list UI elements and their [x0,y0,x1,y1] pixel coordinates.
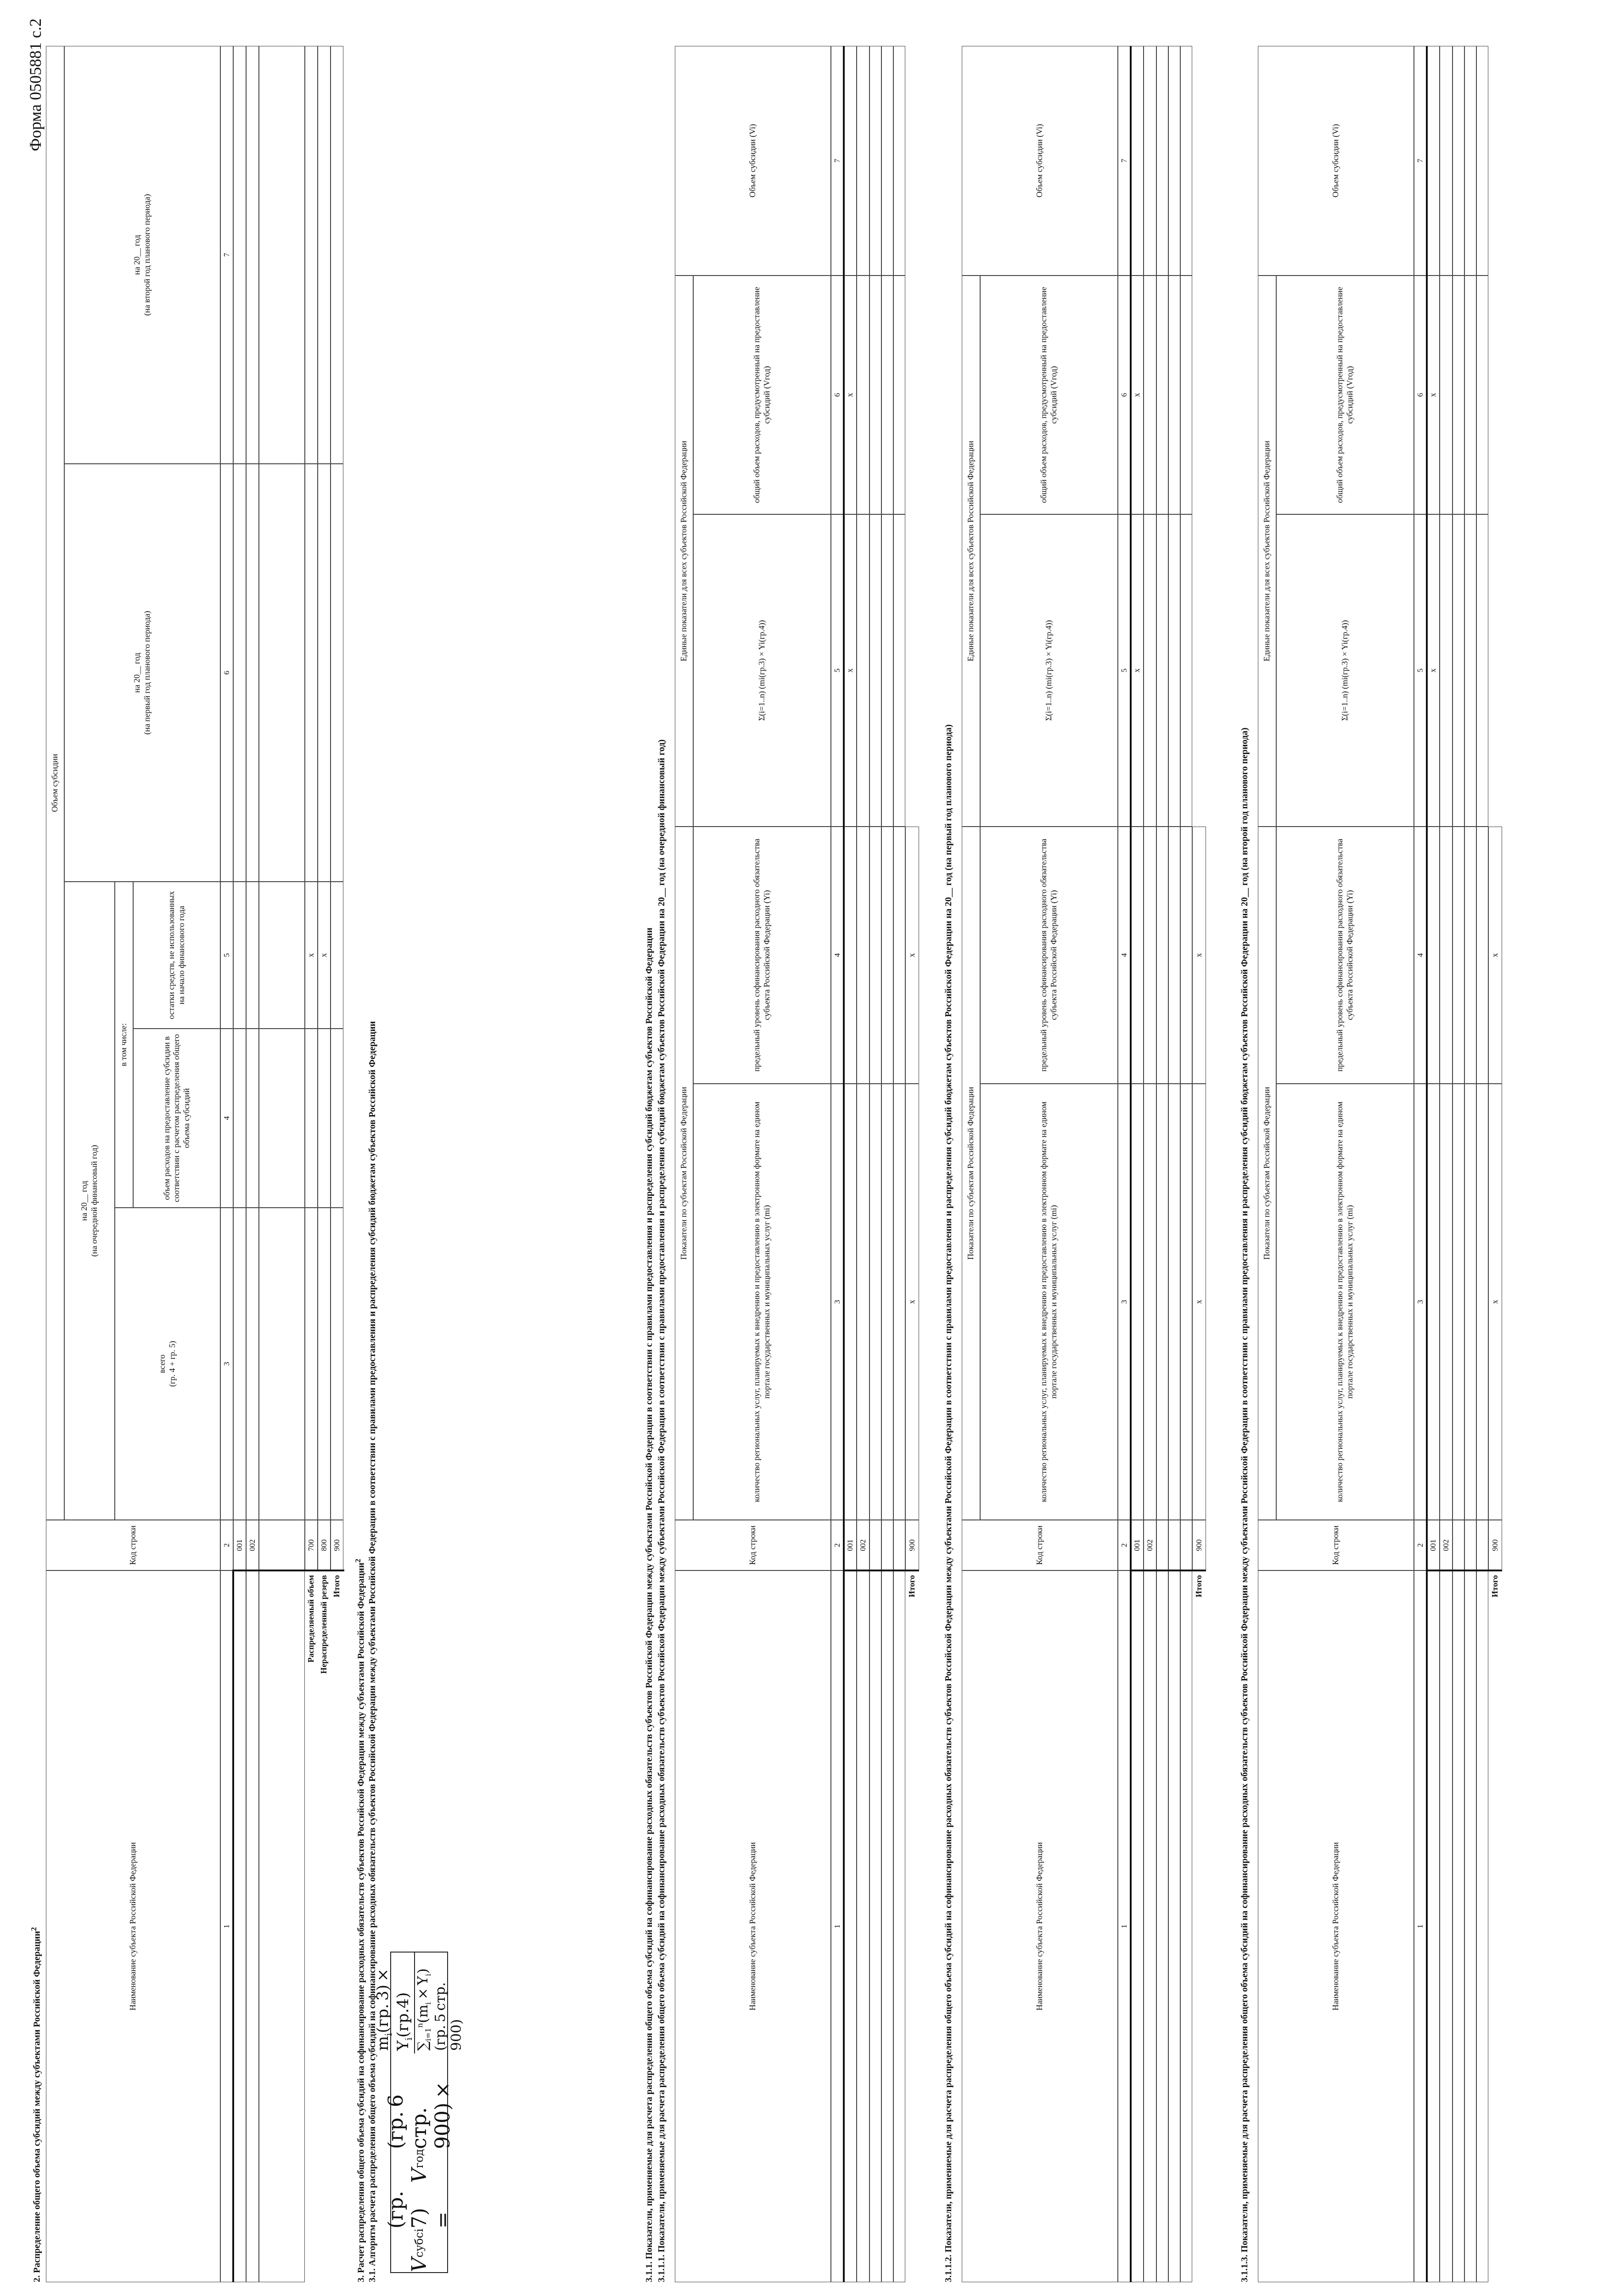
table-cell [1144,276,1156,514]
col-name-header: Наименование субъекта Российской Федерации [46,1570,220,2282]
section31-title: 3.1. Алгоритм расчета распределения общего объема субсидий на софинансирование расходных обязательств субъектов Российской Федерации между субъектами Российской Федерации в соответствии с правилами предоставления и распределения субсидий бюджетам субъектов Российской Федерации [367,1021,377,2282]
total-label: Итого [1490,1575,1500,1598]
table-cell [233,1029,246,1208]
table-cell [1453,276,1464,514]
row-code: 002 [1440,1520,1453,1570]
table-cell [881,1084,893,1520]
table-cell [318,1029,331,1208]
table-cell [246,464,259,882]
table-cell [259,1208,305,1520]
col4-header: предельный уровень софинансирования расходного обязательства субъекта Российской Федерации (Yi) [693,827,831,1084]
table-cell [1427,827,1440,1084]
colnum: 5 [220,882,233,1029]
frame-line [1130,1570,1206,1571]
row-code: 900 [331,1520,343,1570]
table-cell [246,1029,259,1208]
summary-label: Распределяемый объем [306,1575,316,1663]
section311-title: 3.1.1. Показатели, применяемые для расчета распределения общего объема субсидий на софинансирование расходных обязательств субъектов Российской Федерации между субъектами Российской Федерации в соответствии с правилами предоставления и распределения субсидий бюджетам субъектов Российской Федерации [644,928,654,2282]
table-cell [1144,1570,1156,2282]
col3-total-header: всего (гр. 4 + гр. 5) [115,1208,220,1520]
table-cell [893,514,905,827]
table-cell [246,1570,259,2282]
table-cell [857,276,869,514]
table-cell [844,1084,857,1520]
table-cell [844,827,857,1084]
colnum: 5 [831,514,844,827]
year0-header: на 20__ год (на очередной финансовый год) [64,882,115,1520]
table-cell [246,1208,259,1520]
row-code: 900 [1488,1520,1502,1570]
total-label: Итого [1194,1575,1204,1598]
row-code: 900 [1192,1520,1206,1570]
table-cell: x [1427,276,1440,514]
colnum: 3 [1118,1084,1131,1520]
row-code: 001 [844,1520,857,1570]
table-cell [233,1208,246,1520]
table-cell [1131,46,1144,276]
table-cell [1168,46,1180,276]
colnum: 4 [1118,827,1131,1084]
col-name-header: Наименование субъекта Российской Федерации [962,1570,1118,2282]
table-cell [893,827,905,1084]
col-code-header: Код строки [962,1520,1118,1570]
col6-header: общий объем расходов, предусмотренный на предоставление субсидий (Vгод) [980,276,1118,514]
table-cell [1180,1570,1192,2282]
by-subject-header: Показатели по субъектам Российской Федерации [675,827,693,1520]
col4-header: предельный уровень софинансирования расходного обязательства субъекта Российской Федерации (Yi) [980,827,1118,1084]
table-cell [893,1084,905,1520]
table-cell [1156,46,1168,276]
table-cell [893,1570,905,2282]
table-cell [1464,827,1476,1084]
table-cell [1453,514,1464,827]
table-cell [1180,514,1192,827]
table-cell [857,46,869,276]
colnum: 5 [1118,514,1131,827]
table-cell: x [1192,827,1206,1084]
frame-line [843,1570,919,1571]
table-cell [1168,514,1180,827]
table-cell [857,514,869,827]
table-cell [1440,46,1453,276]
table-cell [881,514,893,827]
summary-label: Итого [332,1575,342,1598]
common-header: Единые показатели для всех субъектов Российской Федерации [675,276,693,827]
colnum: 7 [1118,46,1131,276]
table-cell [1464,514,1476,827]
table-cell [1144,1084,1156,1520]
table-cell [1427,1084,1440,1520]
col-name-header: Наименование субъекта Российской Федерации [1258,1570,1414,2282]
table-cell [1180,276,1192,514]
frame-line [843,46,845,2282]
year2-header: на 20__ год (на второй год планового периода) [64,46,220,464]
col-volume-header: Объем субсидии (Vi) [1258,46,1414,276]
distribution-formula: V субсi (гр. 7) = V год (гр. 6 стр. 900) × $m_i(гр$. $3) \times Y_i(гр.4)$ $\sum_{i=1}^n(m_i \times Y_i)$ (гр. 5 стр. 900) [390,1952,448,2273]
table-cell: x [905,1084,919,1520]
table-cell [305,1208,318,1520]
table-cell [1427,46,1440,276]
table-cell [233,1570,246,2282]
table-cell [1453,827,1464,1084]
table-cell: x [305,882,318,1029]
table-cell [1180,46,1192,276]
table-cell [1168,1520,1180,1570]
table-cell [318,1208,331,1520]
table-cell [869,1570,881,2282]
table-cell [881,46,893,276]
table-cell [233,46,246,464]
table-cell [1440,827,1453,1084]
table-cell [1168,276,1180,514]
table-cell [305,1029,318,1208]
row-code: 001 [1131,1520,1144,1570]
table-cell: x [1192,1084,1206,1520]
colnum: 2 [831,1520,844,1570]
table-cell [1131,1570,1144,2282]
frame-line [1426,1570,1502,1571]
table-cell [1156,276,1168,514]
table-cell [869,514,881,827]
colnum: 1 [1118,1570,1131,2282]
table-cell [1440,1084,1453,1520]
table-cell [331,464,343,882]
table-cell [1180,827,1192,1084]
col4-header: предельный уровень софинансирования расходного обязательства субъекта Российской Федерации (Yi) [1276,827,1414,1084]
table-cell [844,46,857,276]
colnum: 2 [1118,1520,1131,1570]
table-cell [869,1084,881,1520]
table-cell [857,1084,869,1520]
table-cell [1156,514,1168,827]
table-cell [259,464,305,882]
col5-header: Σ(i=1..n) (mi(гр.3) × Yi(гр.4)) [1276,514,1414,827]
table-cell [1144,46,1156,276]
table-cell [305,464,318,882]
summary-label: Нераспределенный резерв [319,1575,329,1674]
table-cell: x [1131,514,1144,827]
table-cell [1156,1084,1168,1520]
colnum: 1 [1414,1570,1427,2282]
table-cell: x [1427,514,1440,827]
table-cell [1180,1084,1192,1520]
table-cell [233,882,246,1029]
table-cell [331,882,343,1029]
table-cell [259,882,305,1029]
frame-line [232,1570,234,2282]
row-code: 700 [305,1520,318,1570]
table-cell [1131,1084,1144,1520]
table-cell [1464,1570,1476,2282]
colnum: 1 [220,1570,233,2282]
year1-header: на 20__ год (на первый год планового периода) [64,464,220,882]
table-cell [1476,46,1488,276]
colnum: 6 [220,464,233,882]
table-cell [1168,1570,1180,2282]
frame-line [1426,46,1428,2282]
table-cell [318,46,331,464]
table-cell: x [318,882,331,1029]
col-name-header: Наименование субъекта Российской Федерации [675,1570,831,2282]
table-cell [1156,1520,1168,1570]
section3-title: 3. Расчет распределения общего объема субсидий на софинансирование расходных обязательств субъектов Российской Федерации между субъектами Российской Федерации$^2$ [353,1559,366,2282]
table-cell [1156,1570,1168,2282]
col4-header: объем расходов на предоставление субсидии в соответствии с расчетом распределения общего объема субсидий [133,1029,220,1208]
frame-line [1130,46,1132,2282]
table-cell [1156,827,1168,1084]
col5-header: остатки средств, не использованных на начало финансового года [133,882,220,1029]
table-cell [1144,514,1156,827]
table-cell [881,827,893,1084]
col-code-header: Код строки [675,1520,831,1570]
table-cell [1453,1084,1464,1520]
table-cell [869,46,881,276]
by-subject-header: Показатели по субъектам Российской Федерации [1258,827,1276,1520]
table-cell: x [1131,276,1144,514]
colnum: 3 [1414,1084,1427,1520]
table-cell [1180,1520,1192,1570]
table-cell [1464,1520,1476,1570]
table-cell [844,1570,857,2282]
section2-title: 2. Распределение общего объема субсидий между субъектами Российской Федерации$^2$ [29,1927,42,2282]
table-cell [233,464,246,882]
colnum: 2 [1414,1520,1427,1570]
table-cell [869,827,881,1084]
table-cell [259,1570,305,2282]
col-code-header: Код строки [1258,1520,1414,1570]
subtable-title: 3.1.1.3. Показатели, применяемые для расчета распределения общего объема субсидий на софинансирование расходных обязательств субъектов Российской Федерации между субъектами Российской Федерации в соответствии с правилами предоставления и распределения субсидий бюджетам субъектов Российской Федерации на 20__ год (на второй год планового периода) [1240,727,1250,2282]
table-cell [1453,1570,1464,2282]
colnum: 4 [220,1029,233,1208]
table-cell [1440,514,1453,827]
common-header: Единые показатели для всех субъектов Российской Федерации [1258,276,1276,827]
table-cell [881,1520,893,1570]
form-code: Форма 0505881 с.2 [26,18,45,152]
colnum: 1 [831,1570,844,2282]
table-cell [259,1520,305,1570]
row-code: 002 [857,1520,869,1570]
by-subject-header: Показатели по субъектам Российской Федерации [962,827,980,1520]
row-code: 001 [1427,1520,1440,1570]
table-cell [857,1570,869,2282]
total-label: Итого [907,1575,917,1598]
table-cell [1464,1084,1476,1520]
col-code-header: Код строки [46,1520,220,1570]
subtable-title: 3.1.1.1. Показатели, применяемые для расчета распределения общего объема субсидий на софинансирование расходных обязательств субъектов Российской Федерации между субъектами Российской Федерации в соответствии с правилами предоставления и распределения субсидий бюджетам субъектов Российской Федерации на 20__ год (на очередной финансовый год) [656,739,667,2282]
table-cell [1427,1570,1440,2282]
col-volume-header: Объем субсидии (Vi) [962,46,1118,276]
table-cell [246,46,259,464]
frame-line [232,1570,344,1571]
col3-header: количество региональных услуг, планируемых к внедрению и предоставлению в электронном формате на едином портале государственных и муниципальных услуг (mi) [693,1084,831,1520]
table-cell [1440,276,1453,514]
table-cell [869,1520,881,1570]
table-cell [1476,514,1488,827]
table-cell [893,1520,905,1570]
table-cell [318,464,331,882]
table-cell [246,882,259,1029]
col6-header: общий объем расходов, предусмотренный на предоставление субсидий (Vгод) [1276,276,1414,514]
subtable-title: 3.1.1.2. Показатели, применяемые для расчета распределения общего объема субсидий на софинансирование расходных обязательств субъектов Российской Федерации между субъектами Российской Федерации в соответствии с правилами предоставления и распределения субсидий бюджетам субъектов Российской Федерации на 20__ год (на первый год планового периода) [943,724,954,2282]
table-cell [893,276,905,514]
col3-header: количество региональных услуг, планируемых к внедрению и предоставлению в электронном формате на едином портале государственных и муниципальных услуг (mi) [980,1084,1118,1520]
table-cell [259,1029,305,1208]
table-cell [331,1029,343,1208]
table-cell [1476,1570,1488,2282]
colnum: 7 [1414,46,1427,276]
col5-header: Σ(i=1..n) (mi(гр.3) × Yi(гр.4)) [980,514,1118,827]
table-cell: x [1488,827,1502,1084]
colnum: 7 [220,46,233,464]
table-cell [1476,1520,1488,1570]
table-cell [1131,827,1144,1084]
colnum: 4 [1414,827,1427,1084]
table-cell [305,46,318,464]
table-cell [857,827,869,1084]
table-cell [1453,46,1464,276]
table-cell [881,276,893,514]
colnum: 5 [1414,514,1427,827]
table-cell: x [905,827,919,1084]
colnum: 6 [1414,276,1427,514]
row-code: 001 [233,1520,246,1570]
table-cell [1168,1084,1180,1520]
col-volume-header: Объем субсидии (Vi) [675,46,831,276]
row-code: 002 [1144,1520,1156,1570]
common-header: Единые показатели для всех субъектов Российской Федерации [962,276,980,827]
table-cell: x [844,514,857,827]
colnum: 6 [1118,276,1131,514]
table-cell [1476,1084,1488,1520]
colnum: 4 [831,827,844,1084]
colnum: 3 [220,1208,233,1520]
incl-header: в том числе: [115,882,133,1208]
col6-header: общий объем расходов, предусмотренный на предоставление субсидий (Vгод) [693,276,831,514]
table-cell [1144,827,1156,1084]
colnum: 6 [831,276,844,514]
table-cell [1464,276,1476,514]
table-cell [259,46,305,464]
table-cell [1453,1520,1464,1570]
table-cell: x [844,276,857,514]
table-cell [1440,1570,1453,2282]
table-cell [893,46,905,276]
table-cell [1476,827,1488,1084]
row-code: 800 [318,1520,331,1570]
table-cell [331,1208,343,1520]
colnum: 3 [831,1084,844,1520]
colnum: 2 [220,1520,233,1570]
table-cell [331,46,343,464]
col5-header: Σ(i=1..n) (mi(гр.3) × Yi(гр.4)) [693,514,831,827]
table-cell: x [1488,1084,1502,1520]
colnum: 7 [831,46,844,276]
row-code: 002 [246,1520,259,1570]
table-cell [1476,276,1488,514]
table-cell [1168,827,1180,1084]
table-cell [881,1570,893,2282]
col3-header: количество региональных услуг, планируемых к внедрению и предоставлению в электронном формате на едином портале государственных и муниципальных услуг (mi) [1276,1084,1414,1520]
volume-header: Объем субсидии [46,46,64,1520]
table-cell [869,276,881,514]
row-code: 900 [905,1520,919,1570]
table-cell [1464,46,1476,276]
